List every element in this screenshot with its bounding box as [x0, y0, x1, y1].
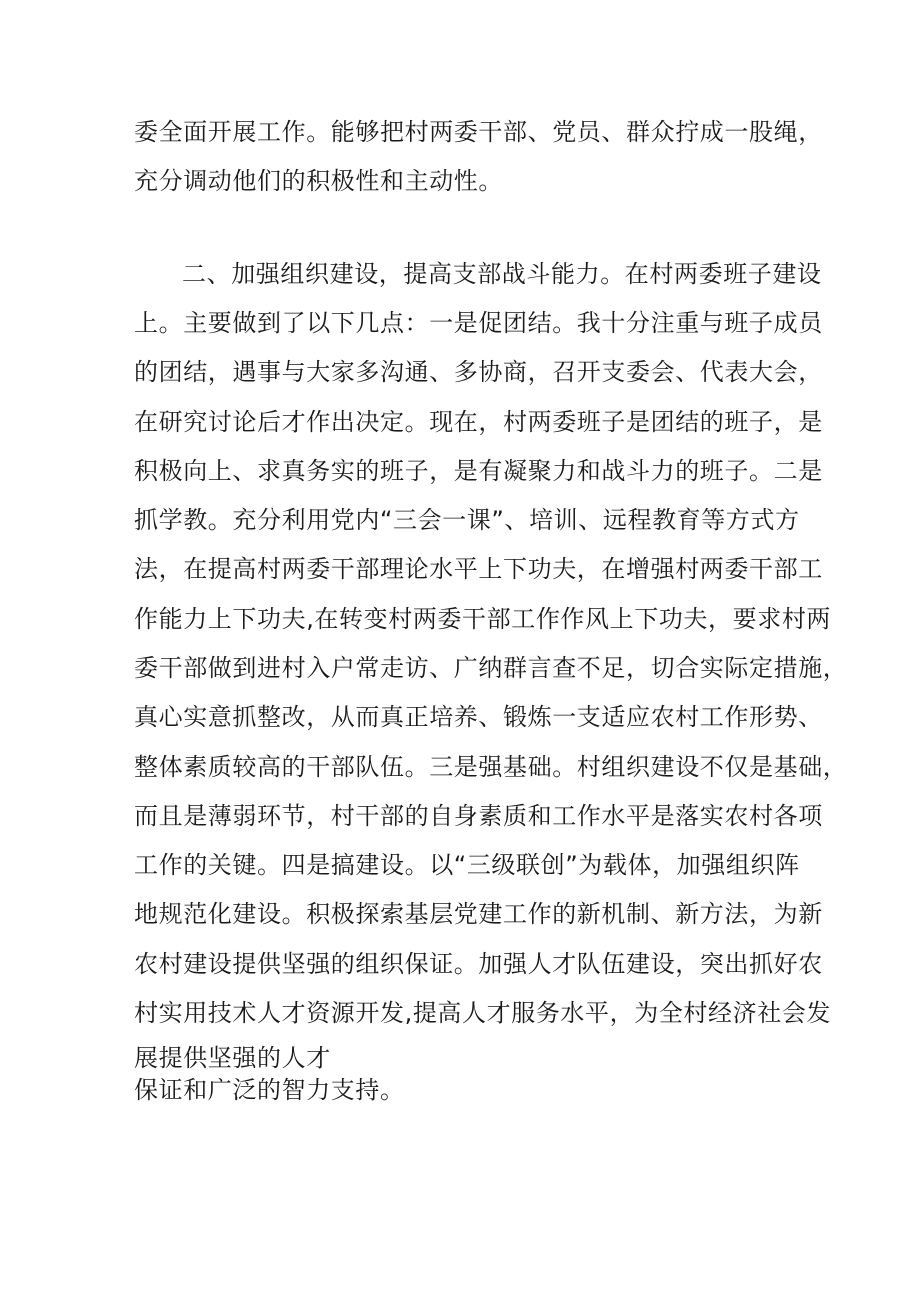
text-line: 真心实意抓整改，从而真正培养、锻炼一支适应农村工作形势、 — [134, 703, 823, 731]
text-line: 上。主要做到了以下几点：一是促团结。我十分注重与班子成员 — [134, 309, 823, 337]
text-line: 地规范化建设。积极探索基层党建工作的新机制、新方法，为新 — [134, 900, 823, 928]
text-line: 作能力上下功夫,在转变村两委干部工作作风上下功夫，要求村两 — [134, 605, 832, 633]
text-line: 法，在提高村两委干部理论水平上下功夫，在增强村两委干部工 — [134, 555, 823, 583]
text-line: 而且是薄弱环节，村干部的自身素质和工作水平是落实农村各项 — [134, 802, 823, 830]
text-line: 工作的关键。四是搞建设。以“三级联创”为载体，加强组织阵 — [134, 851, 800, 879]
text-line: 委干部做到进村入户常走访、广纳群言查不足，切合实际定措施， — [134, 654, 848, 682]
text-line: 的团结，遇事与大家多沟通、多协商，召开支委会、代表大会， — [134, 358, 823, 386]
text-line: 二、加强组织建设，提高支部战斗能力。在村两委班子建设 — [182, 260, 822, 288]
text-line: 村实用技术人才资源开发,提高人才服务水平，为全村经济社会发 — [134, 999, 832, 1027]
text-line: 抓学教。充分利用党内“三会一课”、培训、远程教育等方式方 — [134, 506, 800, 534]
text-line: 展提供坚强的人才 — [134, 1044, 331, 1072]
text-line: 积极向上、求真务实的班子，是有凝聚力和战斗力的班子。二是 — [134, 457, 823, 485]
text-line: 在研究讨论后才作出决定。现在，村两委班子是团结的班子，是 — [134, 408, 823, 436]
text-line: 充分调动他们的积极性和主动性。 — [134, 167, 503, 195]
text-line: 整体素质较高的干部队伍。三是强基础。村组织建设不仅是基础， — [134, 753, 848, 781]
text-line: 农村建设提供坚强的组织保证。加强人才队伍建设，突出抓好农 — [134, 950, 823, 978]
text-line: 保证和广泛的智力支持。 — [134, 1076, 405, 1104]
text-line: 委全面开展工作。能够把村两委干部、党员、群众拧成一股绳， — [134, 118, 823, 146]
